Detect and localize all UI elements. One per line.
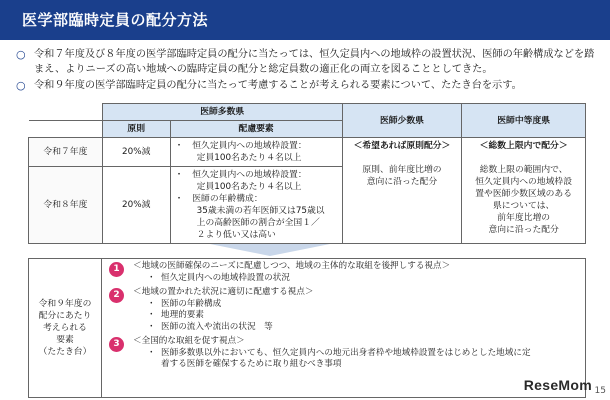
r9-factor-list	[107, 261, 581, 374]
factor-group-1	[107, 261, 581, 284]
group-item	[133, 310, 581, 322]
header-factor: 配慮要素	[170, 121, 342, 138]
page-title: 医学部臨時定員の配分方法	[22, 11, 209, 29]
factor-line: 定員100名あたり４名以上	[196, 182, 302, 192]
header-principle: 原則	[102, 121, 170, 138]
bullet-mark: ○	[16, 79, 26, 92]
few-doctors-line: 原則、前年度比増の	[362, 165, 442, 175]
group-item-text: 医師の年齢構成	[161, 298, 222, 309]
group-item	[133, 299, 581, 311]
page-number: 15	[594, 386, 606, 396]
empty-corner	[29, 104, 103, 121]
mid-doctors-header: ＜総数上限内で配分＞	[479, 141, 568, 151]
r9-label-line: 要素	[56, 335, 74, 345]
group-title: ＜全国的な取組を促す視点＞	[133, 336, 245, 346]
bullet-text: 令和７年度及び８年度の医学部臨時定員の配分に当たっては、恒久定員内への地域枠の設置状況、医師の年齢構成などを踏まえ、よりニーズの高い地域への臨時定員の配分と総定員数の適正化の両立を図ることとしてきた。	[34, 49, 595, 75]
group-title: ＜地域の置かれた状況に適切に配慮する視点＞	[133, 287, 314, 297]
number-badge-2: 2	[109, 288, 124, 303]
factor-line: 35歳未満の若年医師又は75歳以	[196, 206, 325, 216]
factor-line: 上の高齢医師の割合が全国１／	[196, 218, 320, 228]
header-many-doctors: 医師多数県	[102, 104, 342, 121]
header-mid-doctors: 医師中等度県	[462, 104, 586, 138]
mid-doctors-line: 置や医師少数区域のある	[475, 189, 573, 199]
group-item-text: 医師多数県以外においても、恒久定員内への地元出身者枠や地域枠設置をはじめとした地域に定	[161, 347, 531, 358]
bullet-dot-icon: ・	[147, 310, 156, 320]
factor-group-3	[107, 336, 581, 371]
factor-line: ・ 医師の年齢構成：	[174, 194, 263, 204]
group-item-text: 着する医師を確保するために取り組むべき事項	[161, 359, 342, 369]
factor-line: ・ 恒久定員内への地域枠設置：	[174, 141, 307, 151]
mid-doctors-line: 意向に沿った配分	[488, 225, 559, 235]
group-item	[133, 273, 581, 285]
r9-factors-box	[28, 258, 586, 398]
factor-r7	[170, 138, 342, 167]
r9-label-line: 令和９年度の	[38, 299, 92, 309]
few-doctors-line: 意向に沿った配分	[366, 177, 438, 187]
bullet-text: 令和９年度の医学部臨時定員の配分に当たって考慮することが考えられる要素について、たたき台を示す。	[34, 80, 522, 91]
row-label-r7: 令和７年度	[29, 138, 103, 167]
bullet-item	[16, 47, 600, 77]
row-label-r8: 令和８年度	[29, 167, 103, 244]
group-item-text: 地理的要素	[161, 310, 204, 320]
factor-line: ２より低い又は高い	[196, 230, 276, 240]
bullet-dot-icon: ・	[147, 347, 156, 358]
factor-line: ・ 恒久定員内への地域枠設置：	[174, 170, 307, 180]
title-bar	[0, 0, 610, 40]
group-title: ＜地域の医師確保のニーズに配慮しつつ、地域の主体的な取組を後押しする視点＞	[133, 261, 451, 271]
bullet-mark: ○	[16, 48, 26, 61]
factor-group-2	[107, 287, 581, 333]
mid-doctors-line: 総数上限の範囲内で、	[479, 165, 568, 175]
intro-bullets	[16, 47, 600, 94]
r9-label-line: 考えられる	[42, 323, 87, 333]
r9-label	[29, 259, 102, 397]
factor-line: 定員100名あたり４名以上	[196, 153, 302, 163]
factor-r8	[170, 167, 342, 244]
group-item	[133, 322, 581, 334]
principle-r8: 20%減	[102, 167, 170, 244]
group-item-text: 恒久定員内への地域枠設置の状況	[161, 272, 290, 283]
bullet-dot-icon: ・	[147, 298, 156, 309]
r9-label-line: （たたき台）	[38, 347, 92, 357]
down-arrow-icon	[210, 244, 330, 256]
group-item	[133, 348, 581, 360]
watermark-logo: ReseMom	[523, 377, 592, 393]
bullet-dot-icon: ・	[147, 272, 156, 283]
few-doctors-cell	[342, 138, 462, 244]
group-item	[133, 359, 581, 371]
mid-doctors-cell	[462, 138, 586, 244]
empty-corner	[29, 121, 103, 138]
bullet-item	[16, 78, 600, 93]
number-badge-3: 3	[109, 337, 124, 352]
number-badge-1: 1	[109, 262, 124, 277]
bullet-dot-icon: ・	[147, 321, 156, 332]
mid-doctors-line: 恒久定員内への地域枠設	[475, 177, 573, 187]
group-item-text: 医師の流入や流出の状況 等	[161, 321, 273, 332]
mid-doctors-line: 県については、	[492, 201, 555, 211]
r9-label-line: 配分にあたり	[38, 311, 92, 321]
allocation-table	[28, 103, 586, 244]
mid-doctors-line: 前年度比増の	[497, 213, 551, 223]
few-doctors-header: ＜希望あれば原則配分＞	[353, 141, 451, 151]
principle-r7: 20%減	[102, 138, 170, 167]
header-few-doctors: 医師少数県	[342, 104, 462, 138]
